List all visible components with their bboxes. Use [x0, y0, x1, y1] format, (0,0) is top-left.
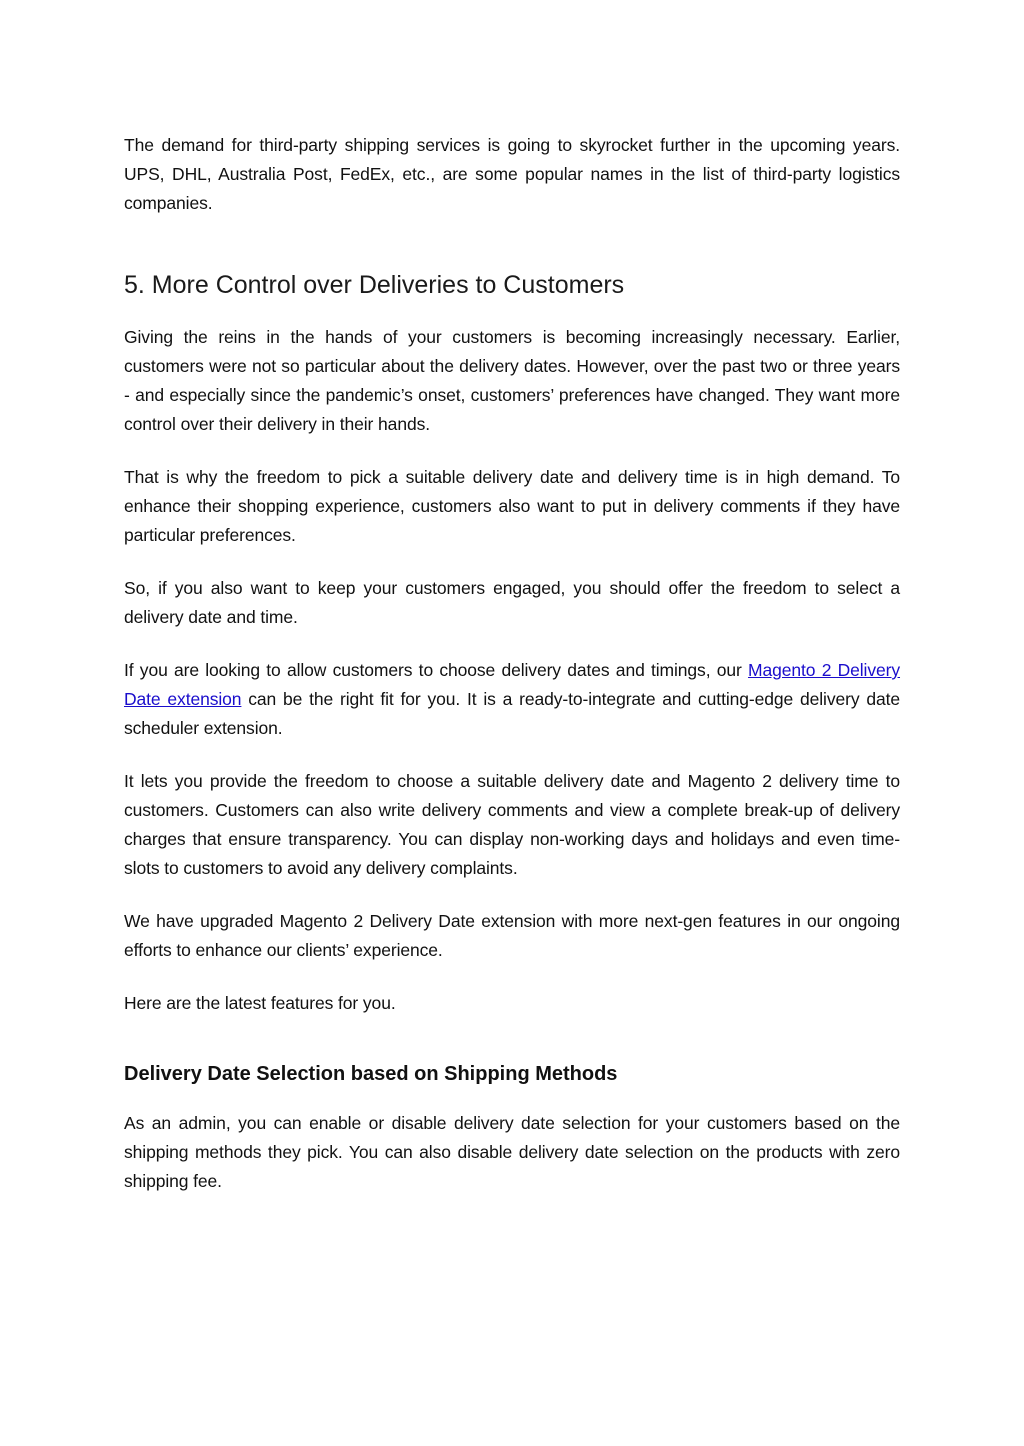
subsection-heading-shipping-methods: Delivery Date Selection based on Shipping Methods [124, 1063, 618, 1085]
paragraph-features-overview: It lets you provide the freedom to choose a suitable delivery date and Magento 2 delivery time to customers. Customers can also write delivery comments and view a complete break-up of delivery charges that ensure transparency. You can display non-working days and holidays and even time-slots to customers to avoid any delivery complaints. [124, 771, 900, 878]
paragraph-freedom-demand: That is why the freedom to pick a suitable delivery date and delivery time is in high demand. To enhance their shopping experience, customers also want to put in delivery comments if they have particular preferences. [124, 467, 900, 545]
paragraph-keep-engaged: So, if you also want to keep your customers engaged, you should offer the freedom to select a delivery date and time. [124, 578, 900, 627]
paragraph-admin-enable: As an admin, you can enable or disable delivery date selection for your customers based on the shipping methods they pick. You can also disable delivery date selection on the products with zero shipping fee. [124, 1113, 900, 1191]
paragraph-upgraded: We have upgraded Magento 2 Delivery Date extension with more next-gen features in our ongoing efforts to enhance our clients’ experience. [124, 911, 900, 960]
paragraph-reins: Giving the reins in the hands of your customers is becoming increasingly necessary. Earlier, customers were not so particular about the delivery dates. However, over the past two or three years - and especially since the pandemic’s onset, customers’ preferences have changed. They want more control over their delivery in their hands. [124, 327, 900, 434]
magento-delivery-date-link[interactable]: Magento 2 Delivery Date extension [124, 660, 901, 709]
paragraph-extension-intro-before: If you are looking to allow customers to choose delivery dates and timings, our [124, 660, 749, 680]
paragraph-extension-intro-after: can be the right fit for you. It is a ready-to-integrate and cutting-edge delivery date scheduler extension. [124, 689, 900, 738]
paragraph-latest-features: Here are the latest features for you. [124, 993, 396, 1013]
section-heading-more-control: 5. More Control over Deliveries to Customers [124, 271, 625, 299]
paragraph-extension-intro [124, 656, 900, 743]
intro-paragraph: The demand for third-party shipping services is going to skyrocket further in the upcoming years. UPS, DHL, Australia Post, FedEx, etc., are some popular names in the list of third-party logistics companies. [124, 135, 900, 213]
document-page [124, 131, 900, 1196]
